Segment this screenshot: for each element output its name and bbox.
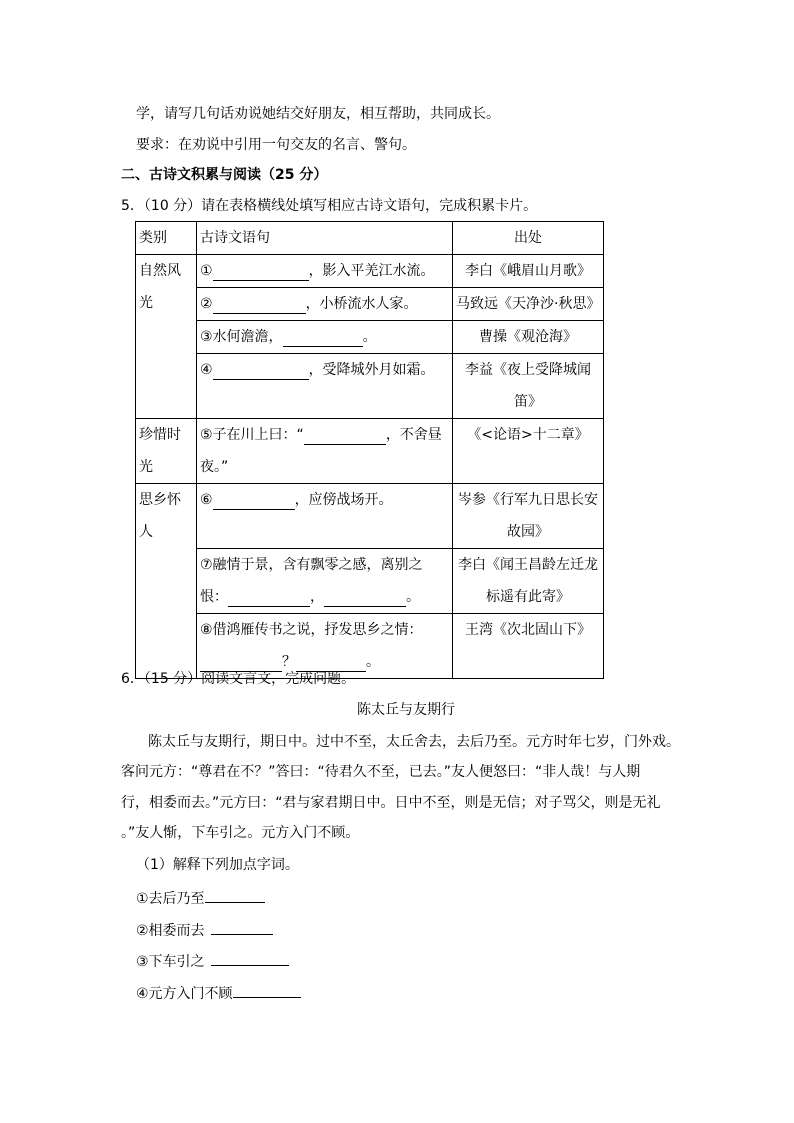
verse-cell: [197, 321, 453, 354]
source-text: 李白《闻王昌龄左迁龙: [458, 557, 598, 573]
fill-blank[interactable]: [213, 361, 309, 380]
passage-title: 陈太丘与友期行: [357, 702, 455, 718]
item-text: ②相委而去: [136, 923, 205, 939]
verse-text: ，不舍昼: [385, 427, 442, 443]
question-5-prompt: 5．（10 分）请在表格横线处填写相应古诗文语句，完成积累卡片。: [121, 198, 538, 214]
fill-blank[interactable]: [304, 426, 386, 445]
table-row: [136, 354, 604, 419]
table-row: [136, 321, 604, 354]
verse-text: 。: [362, 329, 377, 345]
table-row: [136, 255, 604, 288]
fill-blank[interactable]: [213, 295, 306, 314]
verse-text: ⑧借鸿雁传书之说，抒发思乡之情：: [200, 622, 423, 638]
verse-text: ，影入平羌江水流。: [308, 263, 435, 279]
fill-blank[interactable]: [228, 588, 310, 607]
table-row: [136, 484, 604, 549]
verse-text: 。: [406, 589, 420, 605]
list-item: [136, 888, 265, 908]
header-source: 出处: [453, 222, 604, 255]
passage-line: 客问元方：“尊君在不？”答曰：“待君久不至，已去。”友人便怒曰：“非人哉！与人期: [121, 764, 641, 780]
verse-cell: [197, 549, 453, 614]
source-cell: [453, 549, 604, 614]
category-cell: 自然风光: [136, 255, 197, 419]
verse-text: ，受降城外月如霜。: [308, 362, 435, 378]
verse-cell: [197, 614, 453, 679]
table-row: [136, 419, 604, 484]
category-cell: 珍惜时光: [136, 419, 197, 484]
header-category: 类别: [136, 222, 197, 255]
source-text: 故园》: [507, 524, 549, 540]
answer-blank[interactable]: [211, 920, 273, 935]
answer-blank[interactable]: [233, 983, 301, 998]
item-text: ④元方入门不顾: [136, 986, 233, 1002]
verse-text: ，应傍战场开。: [294, 492, 393, 508]
verse-text: ⑥: [200, 492, 213, 508]
verse-cell: [197, 255, 453, 288]
verse-text: ②: [200, 296, 213, 312]
verse-cell: [197, 288, 453, 321]
fill-blank[interactable]: [213, 262, 309, 281]
table-row: [136, 614, 604, 679]
table-header-row: [136, 222, 604, 255]
source-cell: 李益《夜上受降城闻笛》: [453, 354, 604, 419]
list-item: [136, 951, 289, 971]
verse-text: 恨：: [200, 589, 228, 605]
verse-text: 。: [366, 654, 380, 670]
verse-text: ⑤子在川上曰：“: [200, 427, 304, 443]
verse-text: 夜。”: [200, 459, 229, 475]
intro-line-2: 要求：在劝说中引用一句交友的名言、警句。: [136, 137, 416, 153]
sub-question-1: （1）解释下列加点字词。: [136, 857, 299, 873]
category-cell: 思乡怀人: [136, 484, 197, 679]
question-6-prompt: 6．（15 分）阅读文言文，完成问题。: [121, 671, 356, 687]
table-row: [136, 288, 604, 321]
passage-line: 。”友人惭，下车引之。元方入门不顾。: [121, 825, 360, 841]
verse-text: ？: [282, 654, 296, 670]
passage-line: 行，相委而去。”元方曰：“君与家君期日中。日中不至，则是无信；对子骂父，则是无礼: [121, 795, 661, 811]
source-cell: 李白《峨眉山月歌》: [453, 255, 604, 288]
intro-line-1: 学，请写几句话劝说她结交好朋友，相互帮助，共同成长。: [136, 106, 500, 122]
answer-blank[interactable]: [211, 951, 289, 966]
source-cell: 王湾《次北固山下》: [453, 614, 604, 679]
fill-blank[interactable]: [324, 588, 406, 607]
verse-text: ⑦融情于景，含有飘零之感，离别之: [200, 557, 423, 573]
answer-blank[interactable]: [205, 888, 265, 903]
source-text: 岑参《行军九日思长安: [458, 492, 598, 508]
source-text: 标遥有此寄》: [486, 589, 570, 605]
fill-blank[interactable]: [213, 491, 295, 510]
table-row: [136, 549, 604, 614]
verse-text: ，小桥流水人家。: [305, 296, 418, 312]
source-cell: 《<论语>十二章》: [453, 419, 604, 484]
item-text: ③下车引之: [136, 954, 205, 970]
verse-text: ③水何澹澹，: [200, 329, 283, 345]
list-item: [136, 983, 301, 1003]
accumulation-card-table: [135, 221, 604, 679]
source-cell: 曹操《观沧海》: [453, 321, 604, 354]
source-cell: [453, 484, 604, 549]
item-text: ①去后乃至: [136, 891, 205, 907]
header-verse: 古诗文语句: [197, 222, 453, 255]
verse-cell: [197, 419, 453, 484]
verse-cell: [197, 484, 453, 549]
list-item: [136, 920, 273, 940]
verse-text: ④: [200, 362, 213, 378]
section-heading: 二、古诗文积累与阅读（25 分）: [121, 167, 328, 183]
verse-text: ，: [310, 589, 324, 605]
verse-text: ①: [200, 263, 213, 279]
passage-line: 陈太丘与友期行，期日中。过中不至，太丘舍去，去后乃至。元方时年七岁，门外戏。: [148, 734, 680, 750]
verse-cell: [197, 354, 453, 419]
fill-blank[interactable]: [283, 328, 363, 347]
source-cell: 马致远《天净沙·秋思》: [453, 288, 604, 321]
